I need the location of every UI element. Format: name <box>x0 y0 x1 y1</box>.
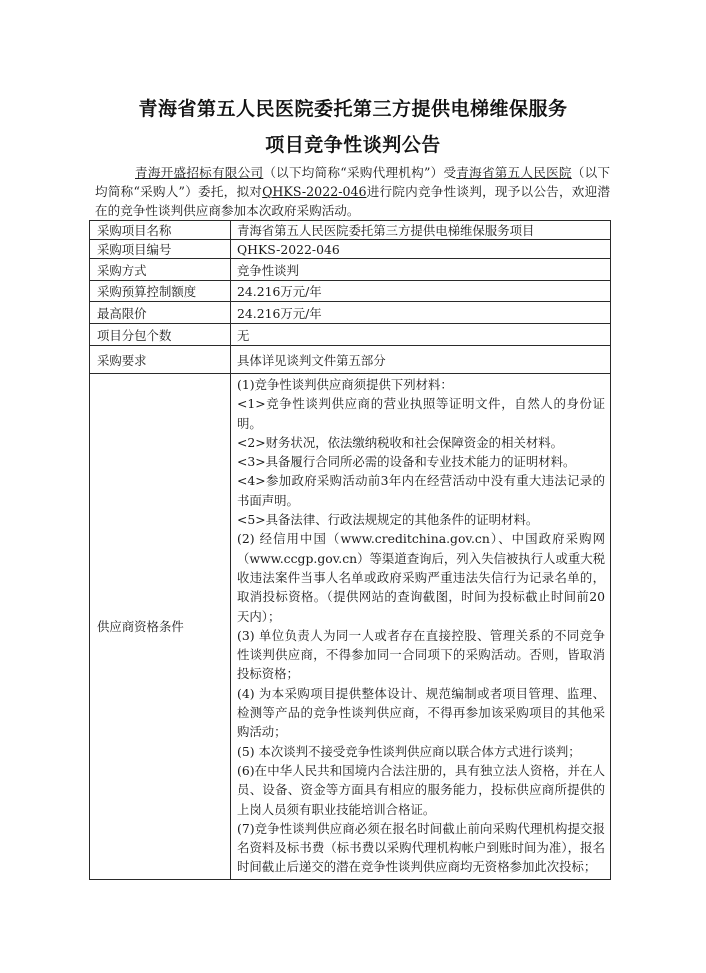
agency-name: 青海开盛招标有限公司 <box>135 165 264 180</box>
row-value: QHKS-2022-046 <box>231 240 611 259</box>
qualification-item: (5) 本次谈判不接受竞争性谈判供应商以联合体方式进行谈判； <box>237 743 581 759</box>
qualification-item: (7)竞争性谈判供应商必须在报名时间截止前向采购代理机构提交报名资料及标书费（标书费以采购代理机构帐户到账时间为准），报名时间截止后递交的潜在竞争性谈判供应商均无资格参加此次投标； <box>237 820 605 875</box>
intro-text-1: （以下均简称“采购代理机构”）受 <box>263 165 457 180</box>
row-label: 项目分包个数 <box>90 324 231 346</box>
row-value: 青海省第五人民医院委托第三方提供电梯维保服务项目 <box>231 221 611 240</box>
table-row <box>90 324 611 346</box>
table-row <box>90 302 611 324</box>
table-row <box>90 259 611 281</box>
qualification-label: 供应商资格条件 <box>90 374 231 880</box>
row-value: 24.216万元/年 <box>231 302 611 324</box>
row-label: 采购项目名称 <box>90 221 231 240</box>
project-code: QHKS-2022-046 <box>262 184 367 199</box>
document-title-line1: 青海省第五人民医院委托第三方提供电梯维保服务 <box>138 98 568 120</box>
qualification-row <box>90 374 611 880</box>
row-label: 采购方式 <box>90 259 231 281</box>
table-row <box>90 281 611 302</box>
qualification-item: (1)竞争性谈判供应商须提供下列材料： <box>237 377 453 392</box>
intro-text-3: 进行院内竞争性谈判，现予以公告，欢迎潜在的竞争性谈判供应商参加本次政府采购活动。 <box>95 184 610 218</box>
qualification-item: (2) 经信用中国（www.creditchina.gov.cn）、中国政府采购网（www.ccgp.gov.cn）等渠道查询后，列入失信被执行人或重大税收违法案件当事人名单或政府采购严重违法失信行为记录名单的，取消投标资格。（提供网站的查询截图，时间为投标截止时间前20天内）； <box>237 531 605 624</box>
qualification-item: (3) 单位负责人为同一人或者存在直接控股、管理关系的不同竞争性谈判供应商，不得参加同一合同项下的采购活动。否则，皆取消投标资格； <box>237 627 605 682</box>
qualification-item: <2>财务状况，依法缴纳税收和社会保障资金的相关材料。 <box>237 434 564 450</box>
row-label: 最高限价 <box>90 302 231 324</box>
row-value: 竞争性谈判 <box>231 259 611 281</box>
table-row <box>90 346 611 374</box>
qualification-item: (6)在中华人民共和国境内合法注册的，具有独立法人资格，并在人员、设备、资金等方面具有相应的服务能力，投标供应商所提供的上岗人员须有职业技能培训合格证。 <box>237 762 605 817</box>
table-row <box>90 221 611 240</box>
row-label: 采购要求 <box>90 346 231 374</box>
document-title-line2: 项目竞争性谈判公告 <box>265 134 441 156</box>
procurement-info-table <box>89 220 611 880</box>
qualification-item: <5>具备法律、行政法规规定的其他条件的证明材料。 <box>237 512 539 528</box>
row-label: 采购预算控制额度 <box>90 281 231 302</box>
intro-text-2: （以下均简称“采购人”）委托，拟对 <box>95 165 611 199</box>
row-value: 具体详见谈判文件第五部分 <box>231 346 611 374</box>
row-label: 采购项目编号 <box>90 240 231 259</box>
qualification-item: <4>参加政府采购活动前3年内在经营活动中没有重大违法记录的书面声明。 <box>237 473 605 508</box>
table-row <box>90 240 611 259</box>
qualification-item: <3>具备履行合同所必需的设备和专业技术能力的证明材料。 <box>237 454 576 470</box>
row-value: 无 <box>231 324 611 346</box>
intro-paragraph <box>95 163 610 220</box>
row-value: 24.216万元/年 <box>231 281 611 302</box>
qualification-item: (4) 为本采购项目提供整体设计、规范编制或者项目管理、监理、检测等产品的竞争性谈判供应商，不得再参加该采购项目的其他采购活动； <box>237 685 605 740</box>
qualification-content <box>231 374 611 880</box>
buyer-name: 青海省第五人民医院 <box>456 165 572 180</box>
qualification-item: <1>竞争性谈判供应商的营业执照等证明文件，自然人的身份证明。 <box>237 396 605 431</box>
